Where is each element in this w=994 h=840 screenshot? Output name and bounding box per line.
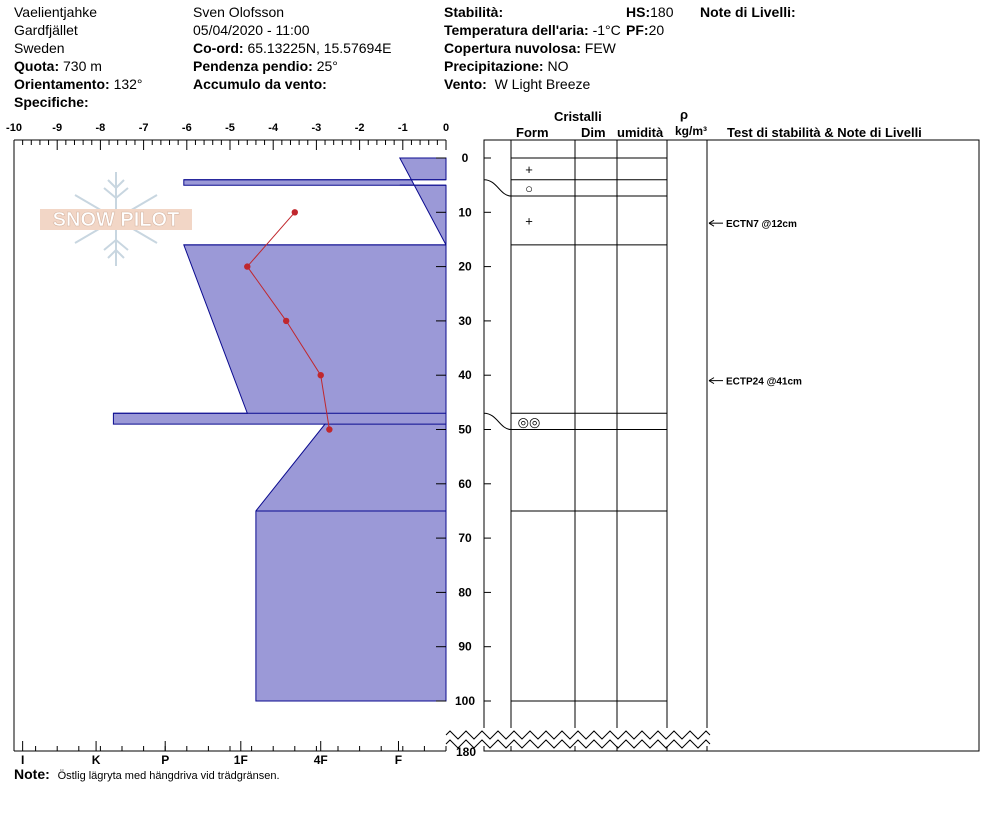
depth-tick-label: 100 [454,694,476,708]
depth-tick-label: 20 [458,259,472,274]
humidity-header: umidità [617,125,664,140]
stability-test-markers [709,219,802,387]
layer-connector [484,413,511,429]
depth-bottom-label: 180 [456,745,477,759]
watermark-text: SNOW PILOT [52,209,180,231]
quota-label: Quota: [14,58,60,74]
temp-tick-label: -10 [6,122,22,134]
depth-tick-label: 30 [458,313,472,328]
temperature-point [244,263,250,269]
depth-tick-label: 70 [458,531,472,546]
wind-label: Vento: [444,76,487,92]
temp-tick-label: -2 [354,122,365,134]
form-header: Form [516,125,549,140]
quota-value: 730 m [63,58,102,74]
pf-label: PF: [626,22,649,38]
wind-load-label: Accumulo da vento: [193,76,327,92]
air-temp-value: -1°C [592,22,621,38]
depth-tick-label: 60 [458,476,472,491]
temp-tick-label: -9 [52,122,63,134]
dim-header: Dim [581,125,606,140]
hardness-tick-label: K [91,753,101,767]
rho-unit-header: kg/m³ [675,124,708,138]
hardness-tick-label: I [20,753,25,767]
specifics-label: Specifiche: [14,94,89,110]
location-name: Vaelientjahke [14,4,98,20]
wind-value: W Light Breeze [494,76,591,92]
layer-notes-label: Note di Livelli: [700,4,796,20]
cloud-value: FEW [584,40,616,56]
hs-value: 180 [650,4,674,20]
note-text: Östlig lägryta med hängdriva vid trädgränsen. [57,770,280,782]
cloud-label: Copertura nuvolosa: [444,40,581,56]
tests-header: Test di stabilità & Note di Livelli [727,125,922,140]
hardness-axis [14,741,446,767]
temp-tick-label: 0 [442,122,450,134]
crystal-form-symbol: ◎◎ [517,414,541,430]
stability-test-label: ECTP24 @41cm [726,376,802,388]
stability-label: Stabilità: [444,4,504,20]
precip-label: Precipitazione: [444,58,544,74]
hardness-tick-label: P [161,753,170,767]
temperature-point [292,209,298,215]
pf-value: 20 [648,22,665,38]
crystal-form-symbol: + [525,161,533,177]
crystal-form-symbols [518,162,541,429]
coord-value: 65.13225N, 15.57694E [247,40,392,56]
hs-label: HS: [626,4,651,20]
temperature-axis [6,122,449,150]
depth-tick-label: 80 [458,585,472,600]
precip-value: NO [547,58,569,74]
rho-header: ρ [680,107,689,122]
slope-value: 25° [316,58,338,74]
coord-label: Co-ord: [193,40,244,56]
temp-tick-label: -5 [225,122,235,134]
temperature-point [318,372,324,378]
temp-tick-label: -6 [181,122,192,134]
stability-test-label: ECTN7 @12cm [726,219,797,231]
air-temp-label: Temperatura dell'aria: [444,22,589,38]
depth-tick-label: 90 [458,639,472,654]
temp-tick-label: -3 [311,122,322,134]
depth-tick-label: 10 [458,205,472,220]
slope-label: Pendenza pendio: [193,58,313,74]
layer-connector [484,180,511,196]
depth-tick-label: 50 [458,422,472,437]
note-label: Note: [14,766,50,782]
hardness-profile-area [113,158,446,701]
temp-tick-label: -1 [397,122,408,134]
temp-tick-label: -4 [268,122,279,134]
crystals-table-frame [484,140,979,751]
crystal-form-symbol: ○ [525,180,533,196]
depth-tick-label: 40 [458,368,472,383]
crystal-form-symbol: + [525,213,533,229]
temp-tick-label: -7 [138,122,149,134]
country-name: Sweden [14,40,65,56]
depth-tick-label: 0 [461,151,469,165]
hardness-tick-label: F [394,753,403,767]
hardness-tick-label: 1F [233,753,248,767]
hardness-tick-label: 4F [313,753,328,767]
crystals-header: Cristalli [554,109,602,124]
observer-name: Sven Olofsson [193,4,285,20]
orientation-value: 132° [113,76,143,92]
orientation-label: Orientamento: [14,76,110,92]
temperature-point [283,318,289,324]
temperature-point [326,426,332,432]
area-name: Gardfjället [14,22,78,38]
observation-datetime: 05/04/2020 - 11:00 [193,22,310,38]
snowpilot-watermark [40,172,192,266]
temp-tick-label: -8 [95,122,106,134]
